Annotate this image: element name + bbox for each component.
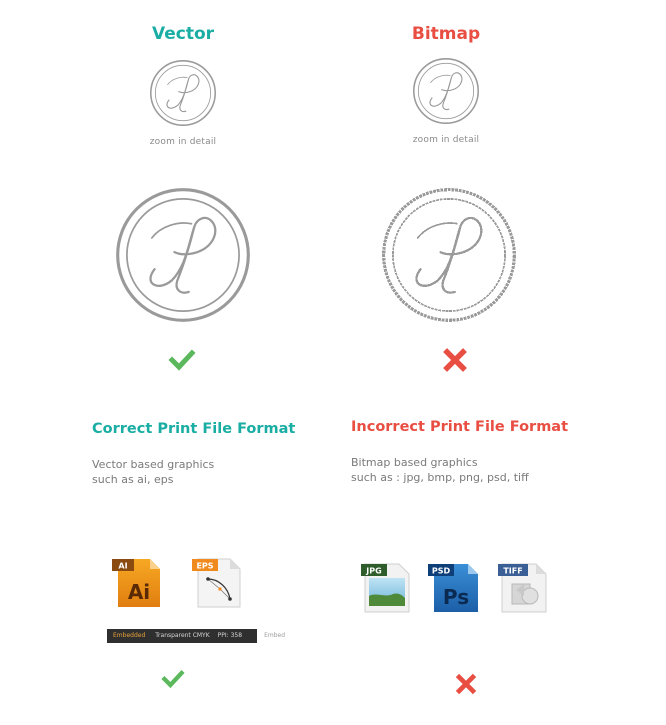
bitmap-zoom-label: zoom in detail (412, 135, 480, 145)
vector-small-monogram (148, 58, 218, 128)
strip-item: PPI: 358 (217, 632, 243, 639)
ai-file-tag: AI (118, 561, 128, 571)
ai-file-glyph: Ai (127, 580, 151, 604)
vector-description (92, 457, 214, 487)
incorrect-format-title: Incorrect Print File Format (351, 419, 569, 435)
bitmap-description-line: Bitmap based graphics (351, 456, 478, 469)
illustrator-file-icon (110, 555, 166, 611)
bitmap-small-monogram (411, 56, 481, 126)
photoshop-file-icon (426, 558, 482, 614)
strip-item: Embedded (113, 632, 146, 639)
vector-zoomed-monogram (112, 184, 254, 326)
bitmap-description-line: such as : jpg, bmp, png, psd, tiff (351, 471, 529, 484)
cross-icon (441, 346, 469, 374)
vector-heading: Vector (151, 24, 215, 44)
check-icon (168, 346, 196, 374)
vector-description-line: Vector based graphics (92, 458, 215, 471)
check-icon (161, 667, 185, 691)
cross-icon (454, 672, 478, 696)
correct-format-title: Correct Print File Format (92, 421, 296, 437)
vector-zoom-label: zoom in detail (149, 137, 217, 147)
strip-item: Embed (264, 632, 286, 639)
vector-description-line: such as ai, eps (92, 473, 174, 486)
tiff-file-tag: TIFF (503, 566, 523, 576)
psd-file-tag: PSD (431, 566, 451, 576)
bitmap-zoomed-monogram (378, 184, 520, 326)
jpg-file-icon (357, 558, 413, 614)
illustrator-control-strip (107, 629, 286, 643)
ps-file-glyph: Ps (442, 585, 470, 609)
eps-file-tag: EPS (196, 561, 214, 571)
strip-item: Transparent CMYK (155, 632, 210, 639)
eps-file-icon (190, 555, 246, 611)
bitmap-description (351, 455, 529, 485)
tiff-file-icon (494, 558, 550, 614)
jpg-file-tag: JPG (366, 566, 382, 576)
bitmap-heading: Bitmap (411, 24, 481, 44)
